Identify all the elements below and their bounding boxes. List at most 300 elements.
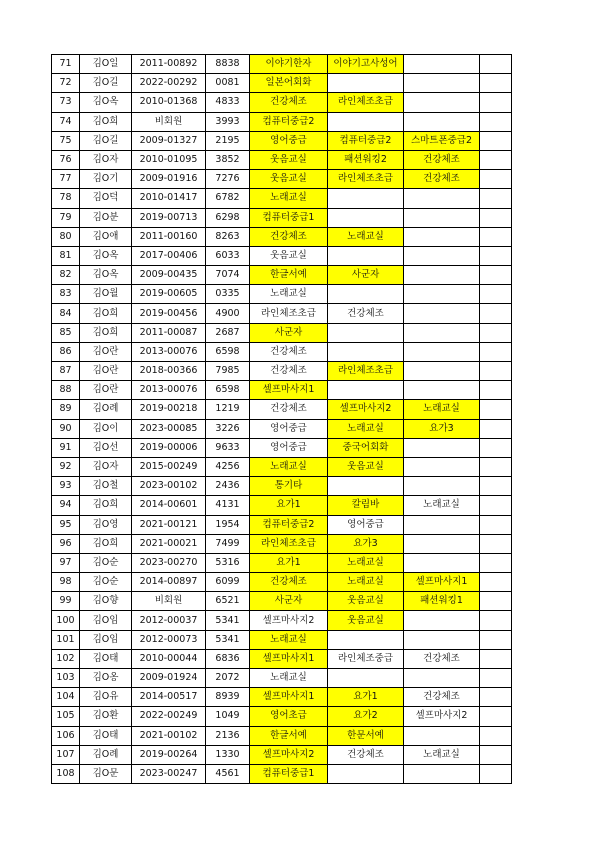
member-name-cell: 김O란: [80, 381, 132, 400]
class-cell: [328, 246, 404, 265]
class-cell: 일본어회화: [250, 74, 328, 93]
row-number-cell: 75: [52, 131, 80, 150]
blank-cell: [480, 592, 512, 611]
row-number-cell: 104: [52, 688, 80, 707]
class-cell: 요가1: [250, 496, 328, 515]
table-row: [52, 131, 512, 150]
class-cell: 컴퓨터중급2: [250, 112, 328, 131]
blank-cell: [480, 630, 512, 649]
blank-cell: [480, 457, 512, 476]
member-id-cell: 비회원: [132, 592, 206, 611]
member-code-cell: 5341: [206, 630, 250, 649]
member-code-cell: 3993: [206, 112, 250, 131]
blank-cell: [480, 304, 512, 323]
member-code-cell: 7985: [206, 362, 250, 381]
class-cell: [328, 189, 404, 208]
member-id-cell: 2019-00605: [132, 285, 206, 304]
table-row: [52, 400, 512, 419]
member-id-cell: 2018-00366: [132, 362, 206, 381]
blank-cell: [480, 74, 512, 93]
class-cell: 칼림바: [328, 496, 404, 515]
class-cell: 노래교실: [404, 745, 480, 764]
row-number-cell: 82: [52, 266, 80, 285]
member-name-cell: 김O임: [80, 630, 132, 649]
table-row: [52, 74, 512, 93]
member-name-cell: 김O희: [80, 323, 132, 342]
class-cell: 노래교실: [328, 227, 404, 246]
class-cell: [328, 112, 404, 131]
member-code-cell: 2195: [206, 131, 250, 150]
table-row: [52, 381, 512, 400]
blank-cell: [480, 362, 512, 381]
row-number-cell: 85: [52, 323, 80, 342]
member-name-cell: 김O길: [80, 131, 132, 150]
member-code-cell: 7499: [206, 534, 250, 553]
class-cell: 요가1: [328, 688, 404, 707]
table-row: [52, 707, 512, 726]
row-number-cell: 102: [52, 649, 80, 668]
class-cell: 한문서예: [328, 726, 404, 745]
class-cell: [404, 477, 480, 496]
class-cell: 노래교실: [328, 419, 404, 438]
table-row: [52, 438, 512, 457]
class-cell: 요가2: [328, 707, 404, 726]
member-name-cell: 김O분: [80, 208, 132, 227]
member-id-cell: 2019-00218: [132, 400, 206, 419]
class-cell: 사군자: [328, 266, 404, 285]
member-id-cell: 2017-00406: [132, 246, 206, 265]
blank-cell: [480, 131, 512, 150]
table-row: [52, 323, 512, 342]
class-cell: 영어중급: [328, 515, 404, 534]
class-cell: 라인체조초급: [250, 304, 328, 323]
row-number-cell: 108: [52, 764, 80, 783]
table-row: [52, 227, 512, 246]
member-id-cell: 2013-00076: [132, 381, 206, 400]
table-row: [52, 419, 512, 438]
member-code-cell: 5316: [206, 553, 250, 572]
table-row: [52, 515, 512, 534]
member-name-cell: 김O자: [80, 150, 132, 169]
member-code-cell: 2072: [206, 669, 250, 688]
table-row: [52, 611, 512, 630]
class-cell: 노래교실: [250, 630, 328, 649]
member-id-cell: 2010-01095: [132, 150, 206, 169]
member-name-cell: 김O애: [80, 227, 132, 246]
class-cell: 컴퓨터중급1: [250, 764, 328, 783]
member-id-cell: 2009-01916: [132, 170, 206, 189]
member-id-cell: 2023-00102: [132, 477, 206, 496]
blank-cell: [480, 55, 512, 74]
table-row: [52, 246, 512, 265]
member-code-cell: 0081: [206, 74, 250, 93]
table-row: [52, 630, 512, 649]
row-number-cell: 74: [52, 112, 80, 131]
member-code-cell: 6033: [206, 246, 250, 265]
member-name-cell: 김O임: [80, 611, 132, 630]
table-row: [52, 208, 512, 227]
member-id-cell: 2014-00601: [132, 496, 206, 515]
class-cell: 노래교실: [404, 496, 480, 515]
member-id-cell: 2010-00044: [132, 649, 206, 668]
row-number-cell: 79: [52, 208, 80, 227]
class-cell: [328, 764, 404, 783]
class-cell: 요가1: [250, 553, 328, 572]
member-id-cell: 2021-00121: [132, 515, 206, 534]
row-number-cell: 96: [52, 534, 80, 553]
member-id-cell: 2021-00102: [132, 726, 206, 745]
member-id-cell: 2019-00456: [132, 304, 206, 323]
member-id-cell: 2022-00249: [132, 707, 206, 726]
class-cell: [404, 304, 480, 323]
member-id-cell: 2021-00021: [132, 534, 206, 553]
member-name-cell: 김O향: [80, 592, 132, 611]
member-code-cell: 7074: [206, 266, 250, 285]
row-number-cell: 95: [52, 515, 80, 534]
row-number-cell: 105: [52, 707, 80, 726]
class-cell: 셀프마사지1: [250, 688, 328, 707]
table-row: [52, 93, 512, 112]
member-id-cell: 2022-00292: [132, 74, 206, 93]
class-cell: 영어중급: [250, 438, 328, 457]
table-row: [52, 649, 512, 668]
blank-cell: [480, 342, 512, 361]
row-number-cell: 91: [52, 438, 80, 457]
class-cell: 요가3: [328, 534, 404, 553]
member-code-cell: 4131: [206, 496, 250, 515]
class-cell: 건강체조: [250, 342, 328, 361]
class-cell: 노래교실: [250, 669, 328, 688]
row-number-cell: 77: [52, 170, 80, 189]
member-id-cell: 2015-00249: [132, 457, 206, 476]
member-code-cell: 4561: [206, 764, 250, 783]
class-cell: [404, 362, 480, 381]
member-code-cell: 0335: [206, 285, 250, 304]
blank-cell: [480, 688, 512, 707]
class-cell: [404, 93, 480, 112]
class-cell: 셀프마사지2: [404, 707, 480, 726]
member-id-cell: 2011-00892: [132, 55, 206, 74]
member-id-cell: 2009-01327: [132, 131, 206, 150]
blank-cell: [480, 208, 512, 227]
class-cell: 건강체조: [404, 170, 480, 189]
member-code-cell: 6836: [206, 649, 250, 668]
class-cell: 건강체조: [328, 745, 404, 764]
member-name-cell: 김O덕: [80, 189, 132, 208]
member-name-cell: 김O옥: [80, 93, 132, 112]
blank-cell: [480, 93, 512, 112]
class-cell: 건강체조: [404, 688, 480, 707]
class-cell: [404, 266, 480, 285]
member-id-cell: 2009-01924: [132, 669, 206, 688]
roster-body: [52, 55, 512, 784]
class-cell: 컴퓨터중급1: [250, 208, 328, 227]
row-number-cell: 72: [52, 74, 80, 93]
member-code-cell: 8838: [206, 55, 250, 74]
blank-cell: [480, 573, 512, 592]
row-number-cell: 100: [52, 611, 80, 630]
member-name-cell: 김O문: [80, 764, 132, 783]
class-cell: [404, 515, 480, 534]
row-number-cell: 88: [52, 381, 80, 400]
blank-cell: [480, 400, 512, 419]
blank-cell: [480, 496, 512, 515]
table-row: [52, 342, 512, 361]
class-cell: [404, 227, 480, 246]
class-cell: [404, 611, 480, 630]
member-id-cell: 2019-00264: [132, 745, 206, 764]
member-name-cell: 김O옥: [80, 246, 132, 265]
class-cell: [404, 246, 480, 265]
blank-cell: [480, 611, 512, 630]
class-cell: 패션워킹1: [404, 592, 480, 611]
member-name-cell: 김O희: [80, 304, 132, 323]
class-cell: 영어초급: [250, 707, 328, 726]
blank-cell: [480, 438, 512, 457]
class-cell: 사군자: [250, 592, 328, 611]
member-name-cell: 김O일: [80, 55, 132, 74]
member-name-cell: 김O례: [80, 400, 132, 419]
member-name-cell: 김O기: [80, 170, 132, 189]
row-number-cell: 71: [52, 55, 80, 74]
blank-cell: [480, 534, 512, 553]
class-cell: 건강체조: [250, 93, 328, 112]
class-cell: [404, 438, 480, 457]
blank-cell: [480, 112, 512, 131]
row-number-cell: 107: [52, 745, 80, 764]
class-cell: 건강체조: [404, 649, 480, 668]
member-name-cell: 김O태: [80, 726, 132, 745]
member-name-cell: 김O순: [80, 573, 132, 592]
table-row: [52, 553, 512, 572]
class-cell: [404, 208, 480, 227]
member-code-cell: 8263: [206, 227, 250, 246]
class-cell: [404, 112, 480, 131]
class-cell: [404, 553, 480, 572]
class-cell: 영어중급: [250, 131, 328, 150]
member-code-cell: 4833: [206, 93, 250, 112]
row-number-cell: 90: [52, 419, 80, 438]
row-number-cell: 103: [52, 669, 80, 688]
class-cell: 패션워킹2: [328, 150, 404, 169]
class-cell: [404, 189, 480, 208]
class-cell: 라인체조초급: [250, 534, 328, 553]
member-name-cell: 김O유: [80, 688, 132, 707]
blank-cell: [480, 266, 512, 285]
member-code-cell: 6298: [206, 208, 250, 227]
class-cell: 웃음교실: [250, 150, 328, 169]
member-code-cell: 3226: [206, 419, 250, 438]
table-row: [52, 189, 512, 208]
table-row: [52, 304, 512, 323]
blank-cell: [480, 477, 512, 496]
class-cell: [328, 285, 404, 304]
blank-cell: [480, 553, 512, 572]
member-id-cell: 2014-00897: [132, 573, 206, 592]
class-cell: 한글서예: [250, 726, 328, 745]
blank-cell: [480, 150, 512, 169]
member-id-cell: 2019-00713: [132, 208, 206, 227]
class-cell: 건강체조: [250, 227, 328, 246]
table-row: [52, 726, 512, 745]
member-name-cell: 김O희: [80, 112, 132, 131]
class-cell: 건강체조: [250, 573, 328, 592]
member-code-cell: 2687: [206, 323, 250, 342]
member-code-cell: 3852: [206, 150, 250, 169]
blank-cell: [480, 707, 512, 726]
member-id-cell: 2012-00037: [132, 611, 206, 630]
class-cell: [404, 74, 480, 93]
class-cell: [404, 764, 480, 783]
member-code-cell: 4900: [206, 304, 250, 323]
class-cell: 라인체조초급: [328, 93, 404, 112]
row-number-cell: 98: [52, 573, 80, 592]
member-name-cell: 김O환: [80, 707, 132, 726]
class-cell: 요가3: [404, 419, 480, 438]
member-code-cell: 7276: [206, 170, 250, 189]
member-name-cell: 김O희: [80, 496, 132, 515]
class-cell: 셀프마사지1: [250, 381, 328, 400]
row-number-cell: 93: [52, 477, 80, 496]
class-cell: 건강체조: [328, 304, 404, 323]
table-row: [52, 170, 512, 189]
row-number-cell: 80: [52, 227, 80, 246]
table-row: [52, 764, 512, 783]
class-cell: [404, 669, 480, 688]
class-cell: [404, 55, 480, 74]
blank-cell: [480, 649, 512, 668]
class-cell: 노래교실: [404, 400, 480, 419]
table-row: [52, 112, 512, 131]
member-name-cell: 김O자: [80, 457, 132, 476]
blank-cell: [480, 246, 512, 265]
member-name-cell: 김O란: [80, 342, 132, 361]
class-cell: 중국어회화: [328, 438, 404, 457]
class-cell: [328, 630, 404, 649]
class-cell: [404, 630, 480, 649]
member-id-cell: 2011-00087: [132, 323, 206, 342]
member-name-cell: 김O옥: [80, 266, 132, 285]
blank-cell: [480, 669, 512, 688]
class-cell: 웃음교실: [328, 457, 404, 476]
member-id-cell: 비회원: [132, 112, 206, 131]
member-id-cell: 2014-00517: [132, 688, 206, 707]
class-cell: 웃음교실: [328, 592, 404, 611]
table-row: [52, 285, 512, 304]
class-cell: 건강체조: [404, 150, 480, 169]
blank-cell: [480, 285, 512, 304]
class-cell: [328, 381, 404, 400]
row-number-cell: 76: [52, 150, 80, 169]
table-row: [52, 496, 512, 515]
class-cell: [404, 285, 480, 304]
member-name-cell: 김O옹: [80, 669, 132, 688]
class-cell: 노래교실: [328, 553, 404, 572]
member-name-cell: 김O월: [80, 285, 132, 304]
member-code-cell: 1049: [206, 707, 250, 726]
class-cell: [404, 381, 480, 400]
blank-cell: [480, 189, 512, 208]
row-number-cell: 78: [52, 189, 80, 208]
class-cell: [328, 342, 404, 361]
row-number-cell: 73: [52, 93, 80, 112]
class-cell: [328, 323, 404, 342]
class-cell: [404, 342, 480, 361]
class-cell: [328, 669, 404, 688]
table-row: [52, 745, 512, 764]
member-id-cell: 2013-00076: [132, 342, 206, 361]
class-cell: 웃음교실: [250, 246, 328, 265]
member-code-cell: 1954: [206, 515, 250, 534]
class-cell: 스마트폰중급2: [404, 131, 480, 150]
class-cell: 통기타: [250, 477, 328, 496]
member-name-cell: 김O란: [80, 362, 132, 381]
class-cell: 컴퓨터중급2: [328, 131, 404, 150]
class-cell: [404, 457, 480, 476]
class-cell: [328, 477, 404, 496]
member-code-cell: 1330: [206, 745, 250, 764]
blank-cell: [480, 381, 512, 400]
table-row: [52, 55, 512, 74]
class-cell: 한글서예: [250, 266, 328, 285]
class-cell: 건강체조: [250, 362, 328, 381]
row-number-cell: 106: [52, 726, 80, 745]
blank-cell: [480, 726, 512, 745]
class-cell: 라인체조초급: [328, 362, 404, 381]
member-name-cell: 김O길: [80, 74, 132, 93]
member-code-cell: 2136: [206, 726, 250, 745]
class-cell: 노래교실: [250, 189, 328, 208]
class-cell: 영어중급: [250, 419, 328, 438]
table-row: [52, 457, 512, 476]
table-row: [52, 669, 512, 688]
row-number-cell: 101: [52, 630, 80, 649]
member-id-cell: 2011-00160: [132, 227, 206, 246]
table-row: [52, 266, 512, 285]
member-id-cell: 2010-01417: [132, 189, 206, 208]
member-name-cell: 김O영: [80, 515, 132, 534]
member-name-cell: 김O이: [80, 419, 132, 438]
class-cell: 이야기한자: [250, 55, 328, 74]
class-cell: [404, 726, 480, 745]
class-cell: [404, 323, 480, 342]
member-code-cell: 2436: [206, 477, 250, 496]
class-cell: [404, 534, 480, 553]
table-row: [52, 573, 512, 592]
member-name-cell: 김O선: [80, 438, 132, 457]
member-id-cell: 2023-00270: [132, 553, 206, 572]
member-code-cell: 8939: [206, 688, 250, 707]
member-id-cell: 2010-01368: [132, 93, 206, 112]
member-name-cell: 김O철: [80, 477, 132, 496]
member-code-cell: 4256: [206, 457, 250, 476]
row-number-cell: 97: [52, 553, 80, 572]
row-number-cell: 99: [52, 592, 80, 611]
member-code-cell: 9633: [206, 438, 250, 457]
class-cell: [328, 74, 404, 93]
row-number-cell: 86: [52, 342, 80, 361]
class-cell: 컴퓨터중급2: [250, 515, 328, 534]
blank-cell: [480, 170, 512, 189]
roster-table: [51, 54, 512, 784]
member-name-cell: 김O태: [80, 649, 132, 668]
row-number-cell: 81: [52, 246, 80, 265]
blank-cell: [480, 323, 512, 342]
row-number-cell: 83: [52, 285, 80, 304]
table-row: [52, 477, 512, 496]
class-cell: 노래교실: [250, 285, 328, 304]
class-cell: 이야기고사성어: [328, 55, 404, 74]
